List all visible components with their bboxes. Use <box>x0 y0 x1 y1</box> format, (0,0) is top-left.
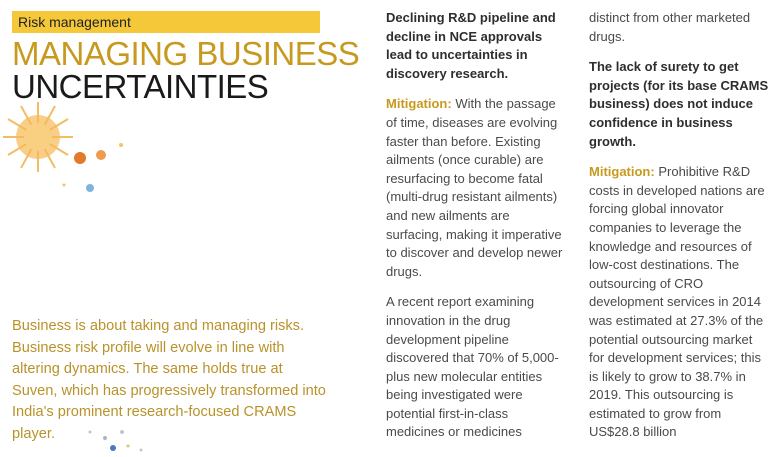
mitigation-text: Prohibitive R&D costs in developed nations are forcing global innovator companies to leverage the knowledge and resources of low-cost destinations. The outsourcing of CRO development services in 2014 was estimated at 27.3% of the potential outsourcing market for development services; this is likely to grow to 38.7% in 2019. This outsourcing is estimated to grow from US$28.8 billion <box>589 164 765 440</box>
decorative-dots-graphic <box>0 100 160 210</box>
risk-2-mitigation <box>589 163 769 442</box>
mitigation-text: With the passage of time, diseases are evolving faster than before. Existing ailments (once curable) are resurfacing to become fatal (multi-drug resistant ailments) and new ailments are surfacing, making it imperative to discover and develop newer drugs. <box>386 96 563 279</box>
risk-1-heading: Declining R&D pipeline and decline in NCE approvals lead to uncertainties in discovery research. <box>386 10 556 81</box>
orange-dot-icon <box>74 152 86 164</box>
text-column-2 <box>589 9 769 454</box>
report-paragraph: A recent report examining innovation in the drug development pipeline discovered that 70% of 5,000-plus new molecular entities being investigated were potential first-in-class medicines or medicines <box>386 294 559 440</box>
report-paragraph-continued: distinct from other marketed drugs. <box>589 10 751 44</box>
risk-2-heading: The lack of surety to get projects (for its base CRAMS business) does not induce confidence in business growth. <box>589 59 769 149</box>
intro-paragraph: Business is about taking and managing risks. Business risk profile will evolve in line with altering dynamics. The same holds true at Suven, which has progressively transformed into India's prominent research-focused CRAMS player. <box>12 318 326 442</box>
blue-dot-icon <box>110 445 116 451</box>
section-label: Risk management <box>12 11 320 33</box>
mitigation-label: Mitigation: <box>386 96 452 112</box>
title-line-1: MANAGING BUSINESS <box>12 35 360 72</box>
decorative-dots-bottom <box>60 420 170 456</box>
blue-dot-icon <box>86 184 94 192</box>
title-line-2: UNCERTAINTIES <box>12 68 269 105</box>
risk-1-mitigation <box>386 95 566 281</box>
orange-dot-icon <box>96 150 106 160</box>
mitigation-label: Mitigation: <box>589 164 655 180</box>
text-column-1 <box>386 9 566 454</box>
page-title <box>12 37 359 103</box>
